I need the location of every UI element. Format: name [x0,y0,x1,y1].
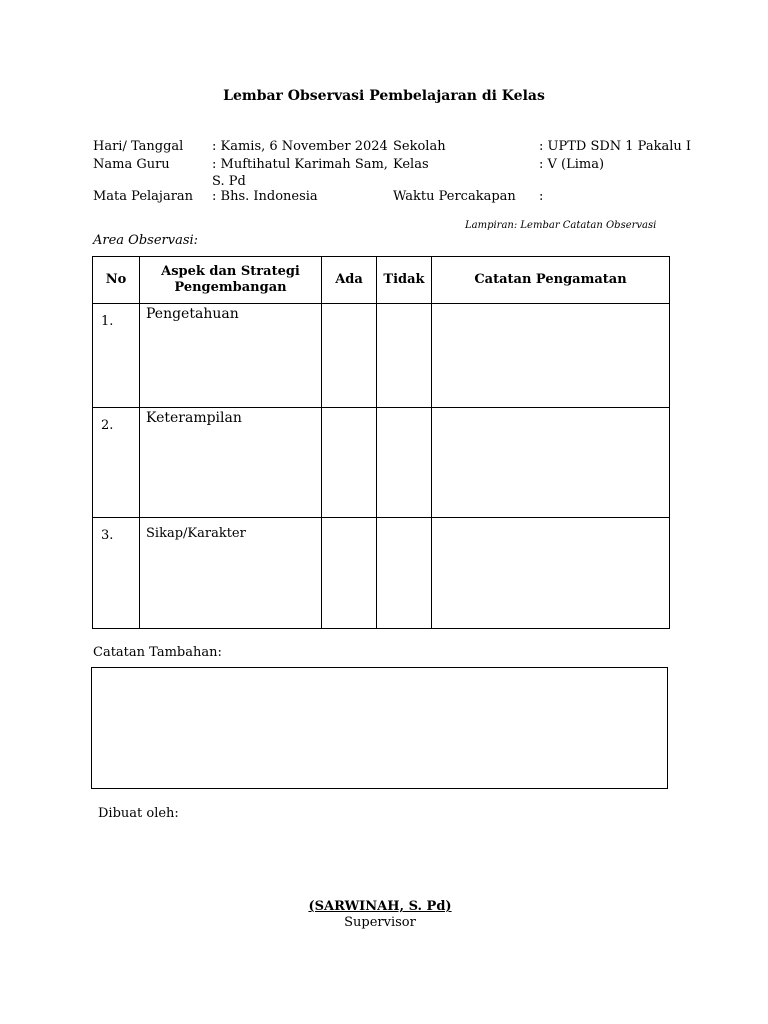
table-header-row [93,257,670,304]
value-day-date: : Kamis, 6 November 2024 [212,139,388,154]
value-class: : V (Lima) [539,157,605,172]
row-aspect: Sikap/Karakter [140,518,322,629]
header-no: No [93,257,140,304]
checkbox-tidak[interactable] [377,518,432,629]
label-subject: Mata Pelajaran [93,189,194,204]
label-teacher-name: Nama Guru [93,157,170,172]
observation-area-label: Area Observasi: [93,233,199,248]
row-aspect: Pengetahuan [140,304,322,408]
header-notes: Catatan Pengamatan [432,257,670,304]
extra-notes-label: Catatan Tambahan: [93,645,222,660]
value-subject: : Bhs. Indonesia [212,189,318,204]
row-aspect: Keterampilan [140,408,322,518]
checkbox-ada[interactable] [322,304,377,408]
value-teacher-name-cont: S. Pd [212,174,246,189]
checkbox-tidak[interactable] [377,304,432,408]
value-teacher-name: : Muftihatul Karimah Sam, [212,157,388,172]
row-number: 2. [93,408,140,518]
extra-notes-box[interactable] [91,667,668,789]
observation-notes-cell[interactable] [432,518,670,629]
header-aspect [140,257,322,304]
value-conversation-time: : [539,189,544,204]
label-school: Sekolah [393,139,446,154]
signature-role: Supervisor [344,915,416,930]
made-by-label: Dibuat oleh: [98,806,179,821]
header-aspect-line1: Aspek dan Strategi [161,264,300,279]
signature-name: (SARWINAH, S. Pd) [308,899,452,914]
label-conversation-time: Waktu Percakapan [393,189,516,204]
label-class: Kelas [393,157,429,172]
row-number: 3. [93,518,140,629]
checkbox-tidak[interactable] [377,408,432,518]
observation-table [92,256,670,629]
checkbox-ada[interactable] [322,408,377,518]
header-ada: Ada [322,257,377,304]
header-aspect-line2: Pengembangan [174,280,287,295]
label-day-date: Hari/ Tanggal [93,139,184,154]
table-row [93,304,670,408]
checkbox-ada[interactable] [322,518,377,629]
page-title: Lembar Observasi Pembelajaran di Kelas [223,88,545,104]
row-number: 1. [93,304,140,408]
observation-notes-cell[interactable] [432,408,670,518]
header-tidak: Tidak [377,257,432,304]
table-row [93,408,670,518]
table-row [93,518,670,629]
observation-notes-cell[interactable] [432,304,670,408]
attachment-note: Lampiran: Lembar Catatan Observasi [465,220,657,231]
value-school: : UPTD SDN 1 Pakalu I [539,139,692,154]
